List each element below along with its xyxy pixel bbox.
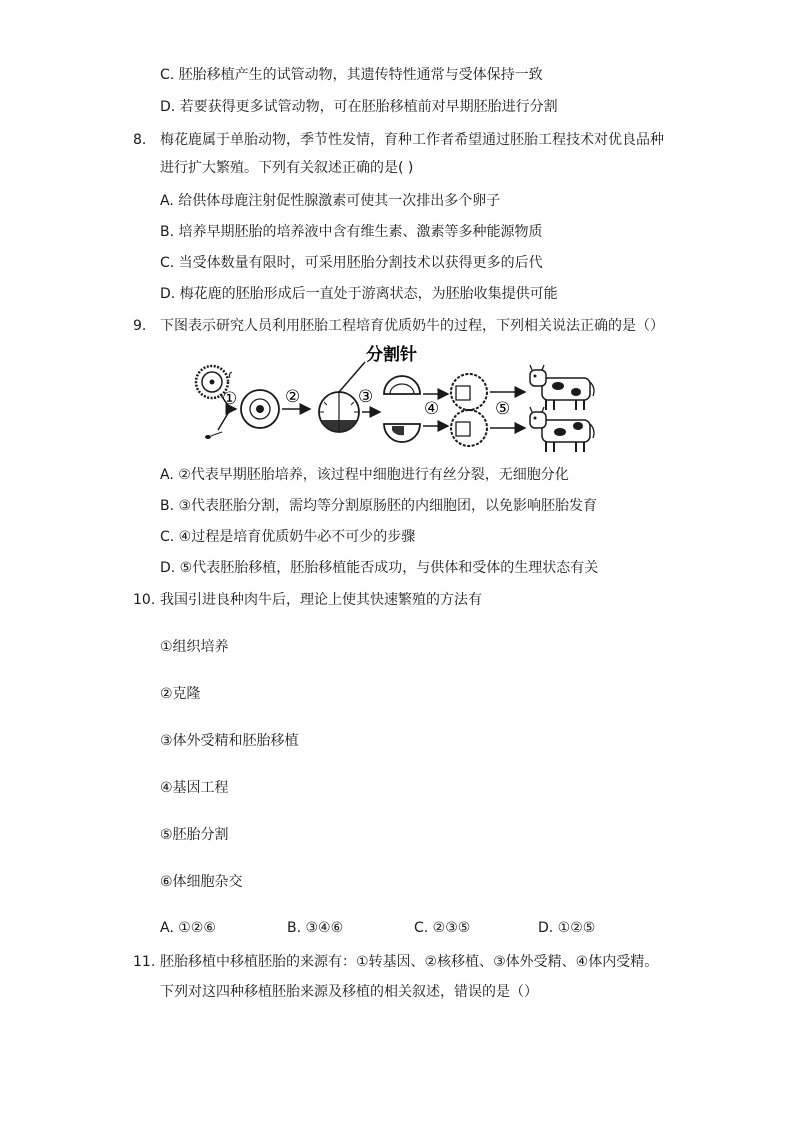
q10-item-2: ②克隆 (160, 686, 201, 702)
q9-number: 9. (133, 318, 147, 334)
q9-option-d: D. ⑤代表胚胎移植，胚胎移植能否成功，与供体和受体的生理状态有关 (160, 560, 599, 576)
q8-option-a: A. 给供体母鹿注射促性腺激素可使其一次排出多个卵子 (160, 193, 501, 209)
q8-stem-line1: 梅花鹿属于单胎动物，季节性发情，育种工作者希望通过胚胎工程技术对优良品种 (160, 132, 664, 148)
q8-option-b: B. 培养早期胚胎的培养液中含有维生素、激素等多种能源物质 (160, 224, 543, 240)
cow-bottom-icon (530, 407, 594, 452)
q8-option-c: C. 当受体数量有限时，可采用胚胎分割技术以获得更多的后代 (160, 255, 543, 271)
q10-stem: 我国引进良种肉牛后，理论上使其快速繁殖的方法有 (160, 592, 482, 608)
split-embryo-top-icon (384, 376, 420, 394)
q9-stem: 下图表示研究人员利用胚胎工程培育优质奶牛的过程，下列相关说法正确的是（） (160, 318, 664, 334)
q10-option-b: B. ③④⑥ (287, 920, 344, 936)
q11-stem-line2: 下列对这四种移植胚胎来源及移植的相关叙述，错误的是（） (160, 984, 538, 1000)
q10-option-a: A. ①②⑥ (160, 920, 216, 936)
embryo-top-icon (451, 374, 487, 410)
q10-item-3: ③体外受精和胚胎移植 (160, 733, 299, 749)
q11-stem-line1: 胚胎移植中移植胚胎的来源有：①转基因、②核移植、③体外受精、④体内受精。 (160, 954, 659, 970)
q10-item-4: ④基因工程 (160, 780, 229, 796)
embryo-bottom-icon (451, 410, 487, 446)
split-embryo-bottom-icon (384, 424, 420, 442)
step1-label: ① (222, 389, 238, 409)
q8-stem-line2: 进行扩大繁殖。下列有关叙述正确的是( ) (160, 160, 414, 176)
q10-option-c: C. ②③⑤ (414, 920, 471, 936)
q7-option-d: D. 若要获得更多试管动物，可在胚胎移植前对早期胚胎进行分割 (160, 99, 558, 115)
step3-label: ③ (358, 387, 374, 407)
cow-top-icon (530, 365, 594, 410)
q9-option-a: A. ②代表早期胚胎培养，该过程中细胞进行有丝分裂，无细胞分化 (160, 467, 569, 483)
blastocyst-icon (319, 392, 359, 432)
q8-option-d: D. 梅花鹿的胚胎形成后一直处于游离状态，为胚胎收集提供可能 (160, 286, 558, 302)
q10-item-1: ①组织培养 (160, 639, 229, 655)
q10-item-6: ⑥体细胞杂交 (160, 874, 243, 890)
embryo-engineering-diagram (190, 342, 610, 457)
q7-option-c: C. 胚胎移植产生的试管动物，其遗传特性通常与受体保持一致 (160, 67, 543, 83)
q10-number: 10. (133, 592, 156, 608)
q8-number: 8. (133, 132, 147, 148)
splitting-needle-label: 分割针 (366, 345, 417, 365)
q10-item-5: ⑤胚胎分割 (160, 827, 229, 843)
q9-option-c: C. ④过程是培育优质奶牛必不可少的步骤 (160, 529, 416, 545)
q9-option-b: B. ③代表胚胎分割，需均等分割原肠胚的内细胞团，以免影响胚胎发育 (160, 498, 598, 514)
step2-label: ② (285, 387, 301, 407)
q10-option-d: D. ①②⑤ (538, 920, 596, 936)
step4-label: ④ (424, 399, 440, 419)
zygote-icon (241, 390, 279, 428)
q11-number: 11. (133, 954, 156, 970)
step5-label: ⑤ (495, 399, 511, 419)
